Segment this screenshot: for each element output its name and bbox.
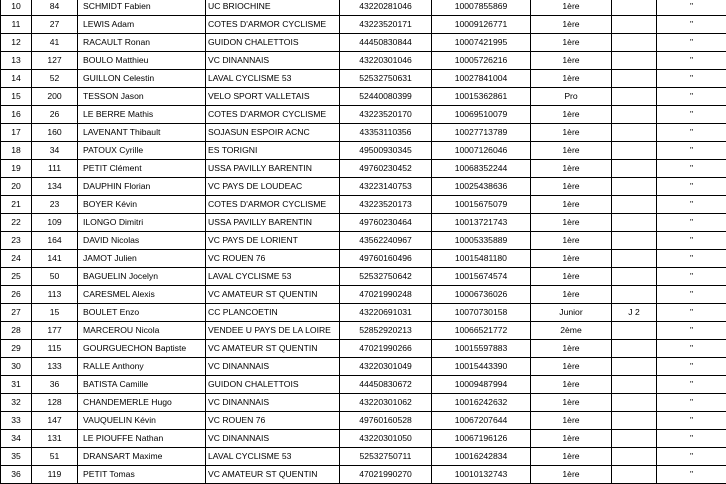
table-row (1, 106, 726, 124)
bib-number-cell: 200 (32, 88, 78, 106)
note-cell (612, 124, 657, 142)
rider-name-cell: GOURGUECHON Baptiste (78, 340, 206, 358)
rider-name-cell: PATOUX Cyrille (78, 142, 206, 160)
bib-number-cell: 128 (32, 394, 78, 412)
note-cell (612, 160, 657, 178)
ditto-mark-cell: " (657, 268, 726, 286)
licence-number-cell: 10005726216 (432, 52, 531, 70)
ditto-mark-cell: " (657, 448, 726, 466)
category-cell: 1ère (531, 232, 612, 250)
ditto-mark-cell: " (657, 106, 726, 124)
club-cell: VC ROUEN 76 (206, 250, 340, 268)
licence-number-cell: 10015362861 (432, 88, 531, 106)
category-cell: 1ère (531, 34, 612, 52)
ditto-mark-cell: " (657, 232, 726, 250)
uci-code-cell: 43220301062 (340, 394, 432, 412)
category-cell: 1ère (531, 448, 612, 466)
uci-code-cell: 43220281046 (340, 0, 432, 16)
club-cell: CC PLANCOETIN (206, 304, 340, 322)
uci-code-cell: 47021990270 (340, 466, 432, 484)
table-row (1, 358, 726, 376)
rider-name-cell: LEWIS Adam (78, 16, 206, 34)
table-row (1, 286, 726, 304)
position-cell: 17 (1, 124, 32, 142)
category-cell: 1ère (531, 286, 612, 304)
licence-number-cell: 10015675079 (432, 196, 531, 214)
uci-code-cell: 43223520170 (340, 106, 432, 124)
position-cell: 11 (1, 16, 32, 34)
rider-name-cell: TESSON Jason (78, 88, 206, 106)
ditto-mark-cell: " (657, 178, 726, 196)
ditto-mark-cell: " (657, 70, 726, 88)
bib-number-cell: 141 (32, 250, 78, 268)
bib-number-cell: 177 (32, 322, 78, 340)
uci-code-cell: 44450830672 (340, 376, 432, 394)
ditto-mark-cell: " (657, 358, 726, 376)
table-row (1, 466, 726, 484)
note-cell: J 2 (612, 304, 657, 322)
club-cell: VC DINANNAIS (206, 52, 340, 70)
rider-name-cell: BOULET Enzo (78, 304, 206, 322)
table-row (1, 142, 726, 160)
club-cell: LAVAL CYCLISME 53 (206, 448, 340, 466)
ditto-mark-cell: " (657, 394, 726, 412)
category-cell: 1ère (531, 178, 612, 196)
table-row (1, 412, 726, 430)
licence-number-cell: 10005335889 (432, 232, 531, 250)
category-cell: 1ère (531, 466, 612, 484)
note-cell (612, 268, 657, 286)
category-cell: 1ère (531, 214, 612, 232)
licence-number-cell: 10007855869 (432, 0, 531, 16)
table-row (1, 448, 726, 466)
rider-name-cell: BATISTA Camille (78, 376, 206, 394)
table-row (1, 268, 726, 286)
rider-name-cell: BAGUELIN Jocelyn (78, 268, 206, 286)
licence-number-cell: 10069510079 (432, 106, 531, 124)
category-cell: 1ère (531, 340, 612, 358)
licence-number-cell: 10009487994 (432, 376, 531, 394)
note-cell (612, 394, 657, 412)
bib-number-cell: 41 (32, 34, 78, 52)
bib-number-cell: 115 (32, 340, 78, 358)
ditto-mark-cell: " (657, 52, 726, 70)
bib-number-cell: 34 (32, 142, 78, 160)
position-cell: 36 (1, 466, 32, 484)
ditto-mark-cell: " (657, 34, 726, 52)
bib-number-cell: 15 (32, 304, 78, 322)
note-cell (612, 322, 657, 340)
club-cell: USSA PAVILLY BARENTIN (206, 160, 340, 178)
rider-name-cell: LAVENANT Thibault (78, 124, 206, 142)
position-cell: 23 (1, 232, 32, 250)
category-cell: Pro (531, 88, 612, 106)
table-row (1, 250, 726, 268)
note-cell (612, 250, 657, 268)
uci-code-cell: 52852920213 (340, 322, 432, 340)
category-cell: 1ère (531, 142, 612, 160)
club-cell: VC AMATEUR ST QUENTIN (206, 286, 340, 304)
table-row (1, 232, 726, 250)
licence-number-cell: 10070730158 (432, 304, 531, 322)
rider-name-cell: BOULO Matthieu (78, 52, 206, 70)
rider-name-cell: PETIT Tomas (78, 466, 206, 484)
ditto-mark-cell: " (657, 196, 726, 214)
bib-number-cell: 119 (32, 466, 78, 484)
rider-name-cell: CARESMEL Alexis (78, 286, 206, 304)
uci-code-cell: 43223140753 (340, 178, 432, 196)
table-row (1, 88, 726, 106)
bib-number-cell: 111 (32, 160, 78, 178)
licence-number-cell: 10016242632 (432, 394, 531, 412)
club-cell: GUIDON CHALETTOIS (206, 34, 340, 52)
table-row (1, 430, 726, 448)
licence-number-cell: 10067207644 (432, 412, 531, 430)
licence-number-cell: 10015674574 (432, 268, 531, 286)
note-cell (612, 142, 657, 160)
licence-number-cell: 10067196126 (432, 430, 531, 448)
club-cell: VC DINANNAIS (206, 430, 340, 448)
uci-code-cell: 43220691031 (340, 304, 432, 322)
uci-code-cell: 47021990248 (340, 286, 432, 304)
note-cell (612, 466, 657, 484)
category-cell: 1ère (531, 16, 612, 34)
uci-code-cell: 43220301049 (340, 358, 432, 376)
ditto-mark-cell: " (657, 304, 726, 322)
position-cell: 18 (1, 142, 32, 160)
ditto-mark-cell: " (657, 160, 726, 178)
rider-name-cell: SCHMIDT Fabien (78, 0, 206, 16)
club-cell: COTES D'ARMOR CYCLISME (206, 16, 340, 34)
category-cell: Junior (531, 304, 612, 322)
position-cell: 21 (1, 196, 32, 214)
licence-number-cell: 10006736026 (432, 286, 531, 304)
table-row (1, 178, 726, 196)
category-cell: 1ère (531, 376, 612, 394)
position-cell: 34 (1, 430, 32, 448)
note-cell (612, 286, 657, 304)
club-cell: LAVAL CYCLISME 53 (206, 70, 340, 88)
category-cell: 1ère (531, 394, 612, 412)
category-cell: 1ère (531, 358, 612, 376)
uci-code-cell: 43220301050 (340, 430, 432, 448)
uci-code-cell: 44450830844 (340, 34, 432, 52)
note-cell (612, 88, 657, 106)
rider-name-cell: GUILLON Celestin (78, 70, 206, 88)
club-cell: USSA PAVILLY BARENTIN (206, 214, 340, 232)
ditto-mark-cell: " (657, 16, 726, 34)
licence-number-cell: 10007421995 (432, 34, 531, 52)
table-row (1, 304, 726, 322)
club-cell: COTES D'ARMOR CYCLISME (206, 106, 340, 124)
position-cell: 30 (1, 358, 32, 376)
bib-number-cell: 160 (32, 124, 78, 142)
table-row (1, 70, 726, 88)
note-cell (612, 34, 657, 52)
bib-number-cell: 131 (32, 430, 78, 448)
position-cell: 29 (1, 340, 32, 358)
note-cell (612, 196, 657, 214)
bib-number-cell: 84 (32, 0, 78, 16)
licence-number-cell: 10027841004 (432, 70, 531, 88)
club-cell: ES TORIGNI (206, 142, 340, 160)
uci-code-cell: 49760160528 (340, 412, 432, 430)
club-cell: VC PAYS DE LOUDEAC (206, 178, 340, 196)
category-cell: 1ère (531, 52, 612, 70)
ditto-mark-cell: " (657, 124, 726, 142)
rider-name-cell: DAUPHIN Florian (78, 178, 206, 196)
table-row (1, 376, 726, 394)
club-cell: VENDEE U PAYS DE LA LOIRE (206, 322, 340, 340)
licence-number-cell: 10010132743 (432, 466, 531, 484)
table-row (1, 340, 726, 358)
rider-name-cell: LE PIOUFFE Nathan (78, 430, 206, 448)
category-cell: 1ère (531, 412, 612, 430)
club-cell: VC AMATEUR ST QUENTIN (206, 340, 340, 358)
position-cell: 10 (1, 0, 32, 16)
uci-code-cell: 43562240967 (340, 232, 432, 250)
ditto-mark-cell: " (657, 142, 726, 160)
ditto-mark-cell: " (657, 412, 726, 430)
position-cell: 31 (1, 376, 32, 394)
table-row (1, 16, 726, 34)
club-cell: VELO SPORT VALLETAIS (206, 88, 340, 106)
position-cell: 19 (1, 160, 32, 178)
note-cell (612, 70, 657, 88)
bib-number-cell: 164 (32, 232, 78, 250)
licence-number-cell: 10015443390 (432, 358, 531, 376)
ditto-mark-cell: " (657, 340, 726, 358)
bib-number-cell: 26 (32, 106, 78, 124)
bib-number-cell: 51 (32, 448, 78, 466)
rider-name-cell: DRANSART Maxime (78, 448, 206, 466)
position-cell: 26 (1, 286, 32, 304)
note-cell (612, 52, 657, 70)
licence-number-cell: 10027713789 (432, 124, 531, 142)
category-cell: 1ère (531, 70, 612, 88)
table-row (1, 322, 726, 340)
bib-number-cell: 109 (32, 214, 78, 232)
position-cell: 20 (1, 178, 32, 196)
note-cell (612, 376, 657, 394)
ditto-mark-cell: " (657, 0, 726, 16)
club-cell: VC ROUEN 76 (206, 412, 340, 430)
note-cell (612, 106, 657, 124)
note-cell (612, 16, 657, 34)
position-cell: 22 (1, 214, 32, 232)
position-cell: 15 (1, 88, 32, 106)
results-rows (1, 0, 726, 484)
uci-code-cell: 52532750642 (340, 268, 432, 286)
table-row (1, 214, 726, 232)
rider-name-cell: VAUQUELIN Kévin (78, 412, 206, 430)
note-cell (612, 340, 657, 358)
rider-name-cell: RALLE Anthony (78, 358, 206, 376)
club-cell: VC PAYS DE LORIENT (206, 232, 340, 250)
bib-number-cell: 147 (32, 412, 78, 430)
ditto-mark-cell: " (657, 430, 726, 448)
licence-number-cell: 10066521772 (432, 322, 531, 340)
uci-code-cell: 43353110356 (340, 124, 432, 142)
uci-code-cell: 43223520173 (340, 196, 432, 214)
category-cell: 1ère (531, 250, 612, 268)
ditto-mark-cell: " (657, 214, 726, 232)
club-cell: GUIDON CHALETTOIS (206, 376, 340, 394)
licence-number-cell: 10013721743 (432, 214, 531, 232)
note-cell (612, 232, 657, 250)
position-cell: 27 (1, 304, 32, 322)
category-cell: 2ème (531, 322, 612, 340)
bib-number-cell: 113 (32, 286, 78, 304)
club-cell: VC DINANNAIS (206, 394, 340, 412)
position-cell: 16 (1, 106, 32, 124)
category-cell: 1ère (531, 0, 612, 16)
note-cell (612, 430, 657, 448)
rider-name-cell: ILONGO Dimitri (78, 214, 206, 232)
club-cell: LAVAL CYCLISME 53 (206, 268, 340, 286)
position-cell: 24 (1, 250, 32, 268)
ditto-mark-cell: " (657, 322, 726, 340)
rider-name-cell: LE BERRE Mathis (78, 106, 206, 124)
note-cell (612, 178, 657, 196)
table-row (1, 52, 726, 70)
note-cell (612, 412, 657, 430)
rider-name-cell: DAVID Nicolas (78, 232, 206, 250)
licence-number-cell: 10007126046 (432, 142, 531, 160)
category-cell: 1ère (531, 430, 612, 448)
position-cell: 35 (1, 448, 32, 466)
uci-code-cell: 49760230464 (340, 214, 432, 232)
ditto-mark-cell: " (657, 286, 726, 304)
note-cell (612, 358, 657, 376)
licence-number-cell: 10025438636 (432, 178, 531, 196)
note-cell (612, 0, 657, 16)
table-row (1, 394, 726, 412)
position-cell: 32 (1, 394, 32, 412)
uci-code-cell: 43220301046 (340, 52, 432, 70)
category-cell: 1ère (531, 196, 612, 214)
bib-number-cell: 52 (32, 70, 78, 88)
bib-number-cell: 36 (32, 376, 78, 394)
club-cell: VC AMATEUR ST QUENTIN (206, 466, 340, 484)
uci-code-cell: 52532750711 (340, 448, 432, 466)
licence-number-cell: 10015597883 (432, 340, 531, 358)
table-row (1, 196, 726, 214)
uci-code-cell: 43223520171 (340, 16, 432, 34)
position-cell: 25 (1, 268, 32, 286)
position-cell: 13 (1, 52, 32, 70)
licence-number-cell: 10068352244 (432, 160, 531, 178)
uci-code-cell: 47021990266 (340, 340, 432, 358)
table-row (1, 160, 726, 178)
club-cell: VC DINANNAIS (206, 358, 340, 376)
ditto-mark-cell: " (657, 88, 726, 106)
ditto-mark-cell: " (657, 376, 726, 394)
club-cell: UC BRIOCHINE (206, 0, 340, 16)
table-row (1, 34, 726, 52)
uci-code-cell: 49760160496 (340, 250, 432, 268)
note-cell (612, 214, 657, 232)
bib-number-cell: 134 (32, 178, 78, 196)
category-cell: 1ère (531, 268, 612, 286)
rider-name-cell: CHANDEMERLE Hugo (78, 394, 206, 412)
position-cell: 12 (1, 34, 32, 52)
uci-code-cell: 52440080399 (340, 88, 432, 106)
licence-number-cell: 10016242834 (432, 448, 531, 466)
category-cell: 1ère (531, 160, 612, 178)
bib-number-cell: 127 (32, 52, 78, 70)
club-cell: COTES D'ARMOR CYCLISME (206, 196, 340, 214)
licence-number-cell: 10015481180 (432, 250, 531, 268)
ditto-mark-cell: " (657, 250, 726, 268)
uci-code-cell: 49500930345 (340, 142, 432, 160)
bib-number-cell: 23 (32, 196, 78, 214)
rider-name-cell: PETIT Clément (78, 160, 206, 178)
uci-code-cell: 49760230452 (340, 160, 432, 178)
note-cell (612, 448, 657, 466)
rider-name-cell: JAMOT Julien (78, 250, 206, 268)
rider-name-cell: MARCEROU Nicola (78, 322, 206, 340)
table-row (1, 124, 726, 142)
position-cell: 14 (1, 70, 32, 88)
category-cell: 1ère (531, 106, 612, 124)
rider-name-cell: BOYER Kévin (78, 196, 206, 214)
position-cell: 28 (1, 322, 32, 340)
licence-number-cell: 10009126771 (432, 16, 531, 34)
ditto-mark-cell: " (657, 466, 726, 484)
uci-code-cell: 52532750631 (340, 70, 432, 88)
position-cell: 33 (1, 412, 32, 430)
bib-number-cell: 133 (32, 358, 78, 376)
category-cell: 1ère (531, 124, 612, 142)
rider-name-cell: RACAULT Ronan (78, 34, 206, 52)
bib-number-cell: 27 (32, 16, 78, 34)
club-cell: SOJASUN ESPOIR ACNC (206, 124, 340, 142)
table-row (1, 0, 726, 16)
bib-number-cell: 50 (32, 268, 78, 286)
